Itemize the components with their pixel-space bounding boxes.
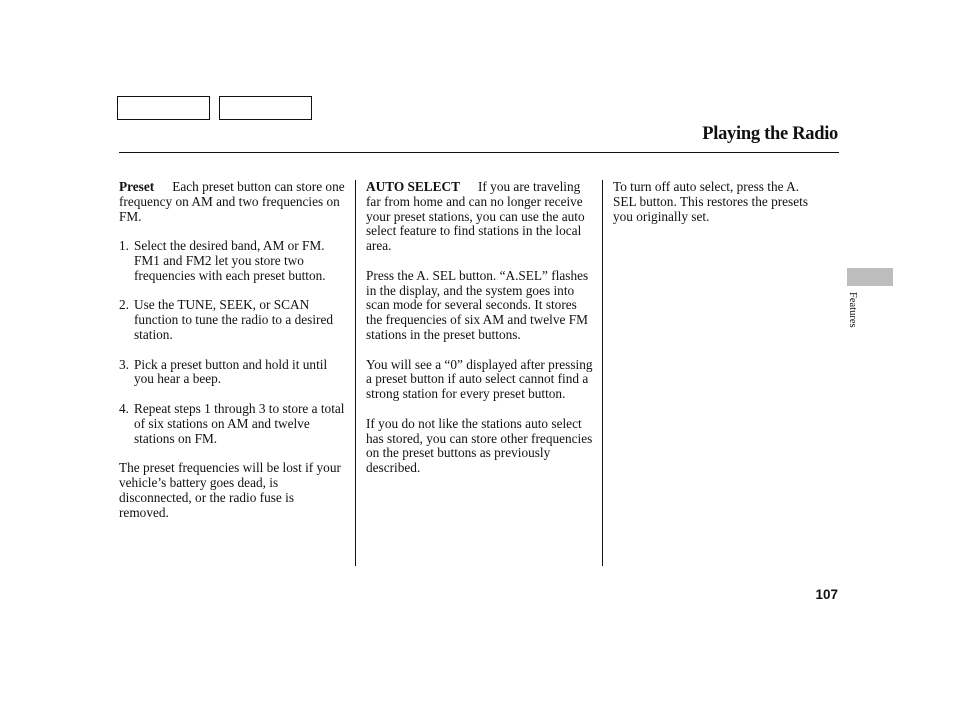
preset-heading: Preset	[119, 179, 155, 194]
section-tab-marker	[847, 268, 893, 286]
nav-box-1[interactable]	[117, 96, 210, 120]
preset-closing: The preset frequencies will be lost if your vehicle’s battery goes dead, is disconnected, or the radio fuse is removed.	[119, 460, 341, 520]
page-title: Playing the Radio	[702, 124, 838, 144]
page-number: 107	[815, 587, 838, 602]
step-text: Use the TUNE, SEEK, or SCAN function to tune the radio to a desired station.	[134, 297, 334, 342]
column-divider-2	[602, 180, 603, 566]
step-text: Repeat steps 1 through 3 to store a total of six stations on AM and twelve stations on FM.	[134, 400, 345, 446]
header-rule	[119, 152, 839, 153]
auto-select-paragraph-2: Press the A. SEL button. “A.SEL” flashes in the display, and the system goes into scan mode for several seconds. It stores the frequencies of six AM and twelve FM stations in the preset buttons.	[366, 267, 589, 342]
auto-select-heading: AUTO SELECT	[366, 179, 460, 194]
step-text: Pick a preset button and hold it until you hear a beep.	[134, 356, 328, 387]
column-turn-off	[613, 180, 818, 239]
step-2	[119, 298, 347, 342]
column-divider-1	[355, 180, 356, 566]
step-number: 3.	[119, 356, 129, 372]
section-label: Features	[847, 292, 858, 328]
nav-box-2[interactable]	[219, 96, 312, 120]
auto-select-intro-text: If you are traveling far from home and can no longer receive your preset stations, you can use the auto select feature to find stations in the local area.	[366, 179, 585, 254]
step-number: 4.	[119, 400, 129, 416]
auto-select-paragraph-4: If you do not like the stations auto select has stored, you can store other frequencies on the preset buttons as previously described.	[366, 415, 593, 476]
step-3	[119, 358, 347, 388]
step-number: 2.	[119, 297, 129, 313]
step-number: 1.	[119, 238, 129, 254]
preset-intro-text: Each preset button can store one frequency on AM and two frequencies on FM.	[119, 179, 345, 224]
turn-off-paragraph: To turn off auto select, press the A. SEL button. This restores the presets you originally set.	[613, 179, 808, 224]
preset-intro	[119, 180, 347, 224]
step-text: Select the desired band, AM or FM. FM1 and FM2 let you store two frequencies with each preset button.	[134, 238, 326, 283]
step-1	[119, 239, 347, 283]
column-preset	[119, 180, 347, 535]
step-4	[119, 402, 347, 446]
column-auto-select	[366, 180, 596, 491]
auto-select-paragraph-3: You will see a “0” displayed after pressing a preset button if auto select cannot find a strong station for every preset button.	[366, 356, 593, 402]
auto-select-intro	[366, 180, 596, 254]
